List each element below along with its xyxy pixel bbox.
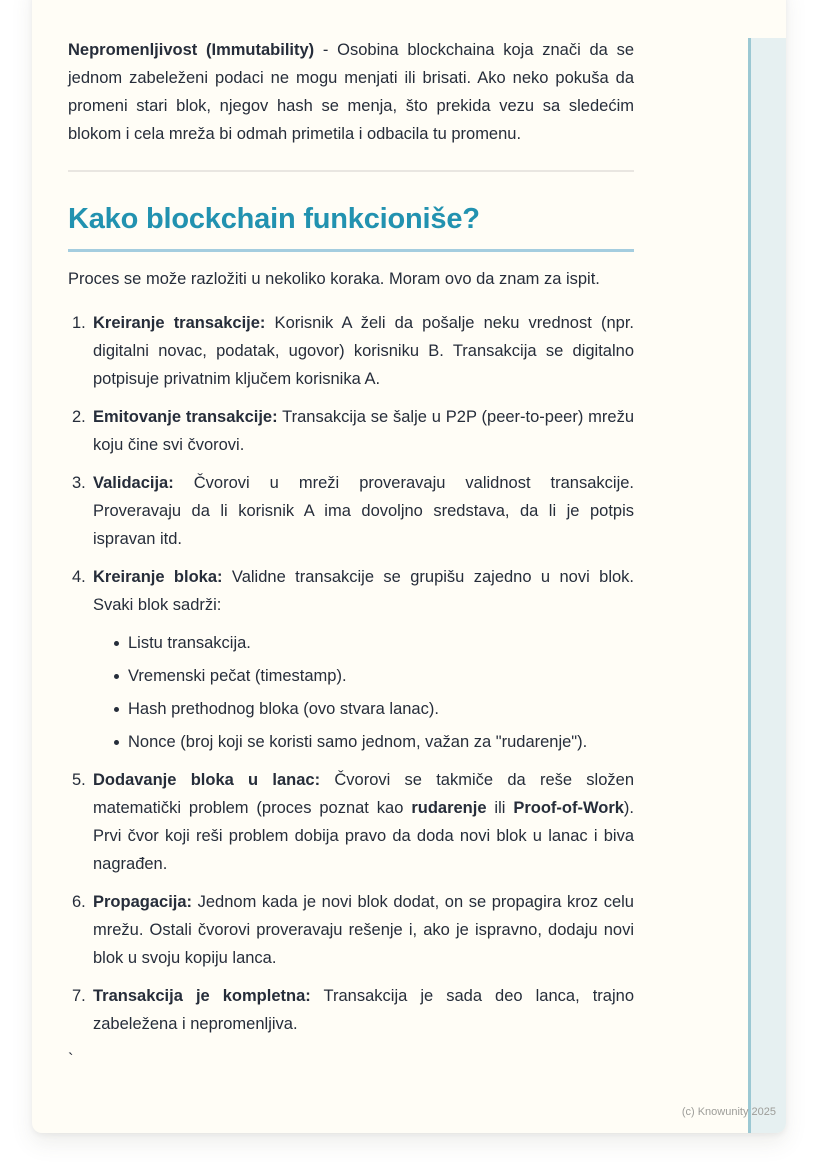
intro-term: Nepromenljivost (Immutability) xyxy=(68,41,315,59)
item-bold-segment: Transakcija je kompletna: xyxy=(93,987,311,1005)
item-segment: Validne transakcije se grupišu zajedno u novi blok. Svaki blok sadrži: xyxy=(93,568,635,614)
intro-paragraph xyxy=(68,36,634,148)
section-heading: Kako blockchain funkcioniše? xyxy=(68,203,480,235)
item-bold-segment: Kreiranje bloka: xyxy=(93,568,223,586)
item-bold-segment: Kreiranje transakcije: xyxy=(93,314,266,332)
item-number: 7. xyxy=(72,987,86,1005)
lead-paragraph: Proces se može razložiti u nekoliko koraka. Moram ovo da znam za ispit. xyxy=(68,270,600,288)
item-text xyxy=(93,314,634,388)
item-segment: Jednom kada je novi blok dodat, on se propagira kroz celu mrežu. Ostali čvorovi proveravaju rešenje i, ako je ispravno, dodaju novi blok u svoju kopiju lanca. xyxy=(93,893,634,967)
item-text xyxy=(93,568,634,614)
item-segment: ). Prvi čvor koji reši problem dobija pravo da doda novi blok u lanac i biva nagrađen. xyxy=(93,799,635,873)
divider xyxy=(68,170,634,172)
intro-text: - Osobina blockchaina koja znači da se jednom zabeleženi podaci ne mogu menjati ili brisati. Ako neko pokuša da promeni stari blok, njegov hash se menja, što prekida vezu sa sledećim blokom i cela mreža bi odmah primetila i odbacila tu promenu. xyxy=(68,41,635,143)
process-item xyxy=(68,766,634,878)
bullet-text: Nonce (broj koji se koristi samo jednom, važan za "rudarenje"). xyxy=(128,733,588,751)
right-margin-stripe xyxy=(748,38,786,1133)
process-item xyxy=(68,563,634,756)
item-bold-segment: Dodavanje bloka u lanac: xyxy=(93,771,321,789)
item-segment: Transakcija se šalje u P2P (peer-to-peer) mrežu koju čine svi čvorovi. xyxy=(93,408,634,454)
item-bold-segment: Emitovanje transakcije: xyxy=(93,408,278,426)
process-item xyxy=(68,309,634,393)
heading-underline xyxy=(68,249,634,252)
process-item xyxy=(68,403,634,459)
item-text xyxy=(93,408,634,454)
stray-character: ` xyxy=(68,1051,74,1069)
bullet-dot-icon xyxy=(114,674,119,679)
process-item xyxy=(68,982,634,1038)
item-segment: Čvorovi u mreži proveravaju validnost transakcije. Proveravaju da li korisnik A ima dovoljno sredstava, da li je potpis ispravan itd. xyxy=(93,474,634,548)
bullet-dot-icon xyxy=(114,707,119,712)
item-bold-segment: Validacija: xyxy=(93,474,174,492)
bullet-item xyxy=(93,695,634,723)
item-text xyxy=(93,771,634,873)
document-page xyxy=(32,0,786,1133)
item-number: 5. xyxy=(72,771,86,789)
item-bold-segment: Proof-of-Work xyxy=(513,799,624,817)
bullet-dot-icon xyxy=(114,641,119,646)
item-bold-segment: Propagacija: xyxy=(93,893,193,911)
item-bold-segment: rudarenje xyxy=(411,799,487,817)
item-number: 6. xyxy=(72,893,86,911)
item-number: 2. xyxy=(72,408,86,426)
document-content xyxy=(68,0,634,1074)
process-item xyxy=(68,469,634,553)
item-number: 3. xyxy=(72,474,86,492)
bullet-text: Listu transakcija. xyxy=(128,634,251,652)
bullet-dot-icon xyxy=(114,740,119,745)
bullet-item xyxy=(93,662,634,690)
item-segment: ili xyxy=(486,799,514,817)
item-segment: Korisnik A želi da pošalje neku vrednost (npr. digitalni novac, podatak, ugovor) korisniku B. Transakcija se digitalno potpisuje privatnim ključem korisnika A. xyxy=(93,314,634,388)
bullet-text: Vremenski pečat (timestamp). xyxy=(128,667,347,685)
bullet-item xyxy=(93,728,634,756)
copyright-note: (c) Knowunity 2025 xyxy=(681,1106,776,1118)
bullet-text: Hash prethodnog bloka (ovo stvara lanac). xyxy=(128,700,439,718)
bullet-item xyxy=(93,629,634,657)
bullet-list xyxy=(93,629,634,756)
item-number: 1. xyxy=(72,314,86,332)
item-text xyxy=(93,474,634,548)
item-text xyxy=(93,987,634,1033)
process-item xyxy=(68,888,634,972)
item-number: 4. xyxy=(72,568,86,586)
process-list xyxy=(68,309,634,1038)
item-segment: Transakcija je sada deo lanca, trajno zabeležena i nepromenljiva. xyxy=(93,987,634,1033)
item-segment: Čvorovi se takmiče da reše složen matematički problem (proces poznat kao xyxy=(93,771,635,817)
item-text xyxy=(93,893,634,967)
